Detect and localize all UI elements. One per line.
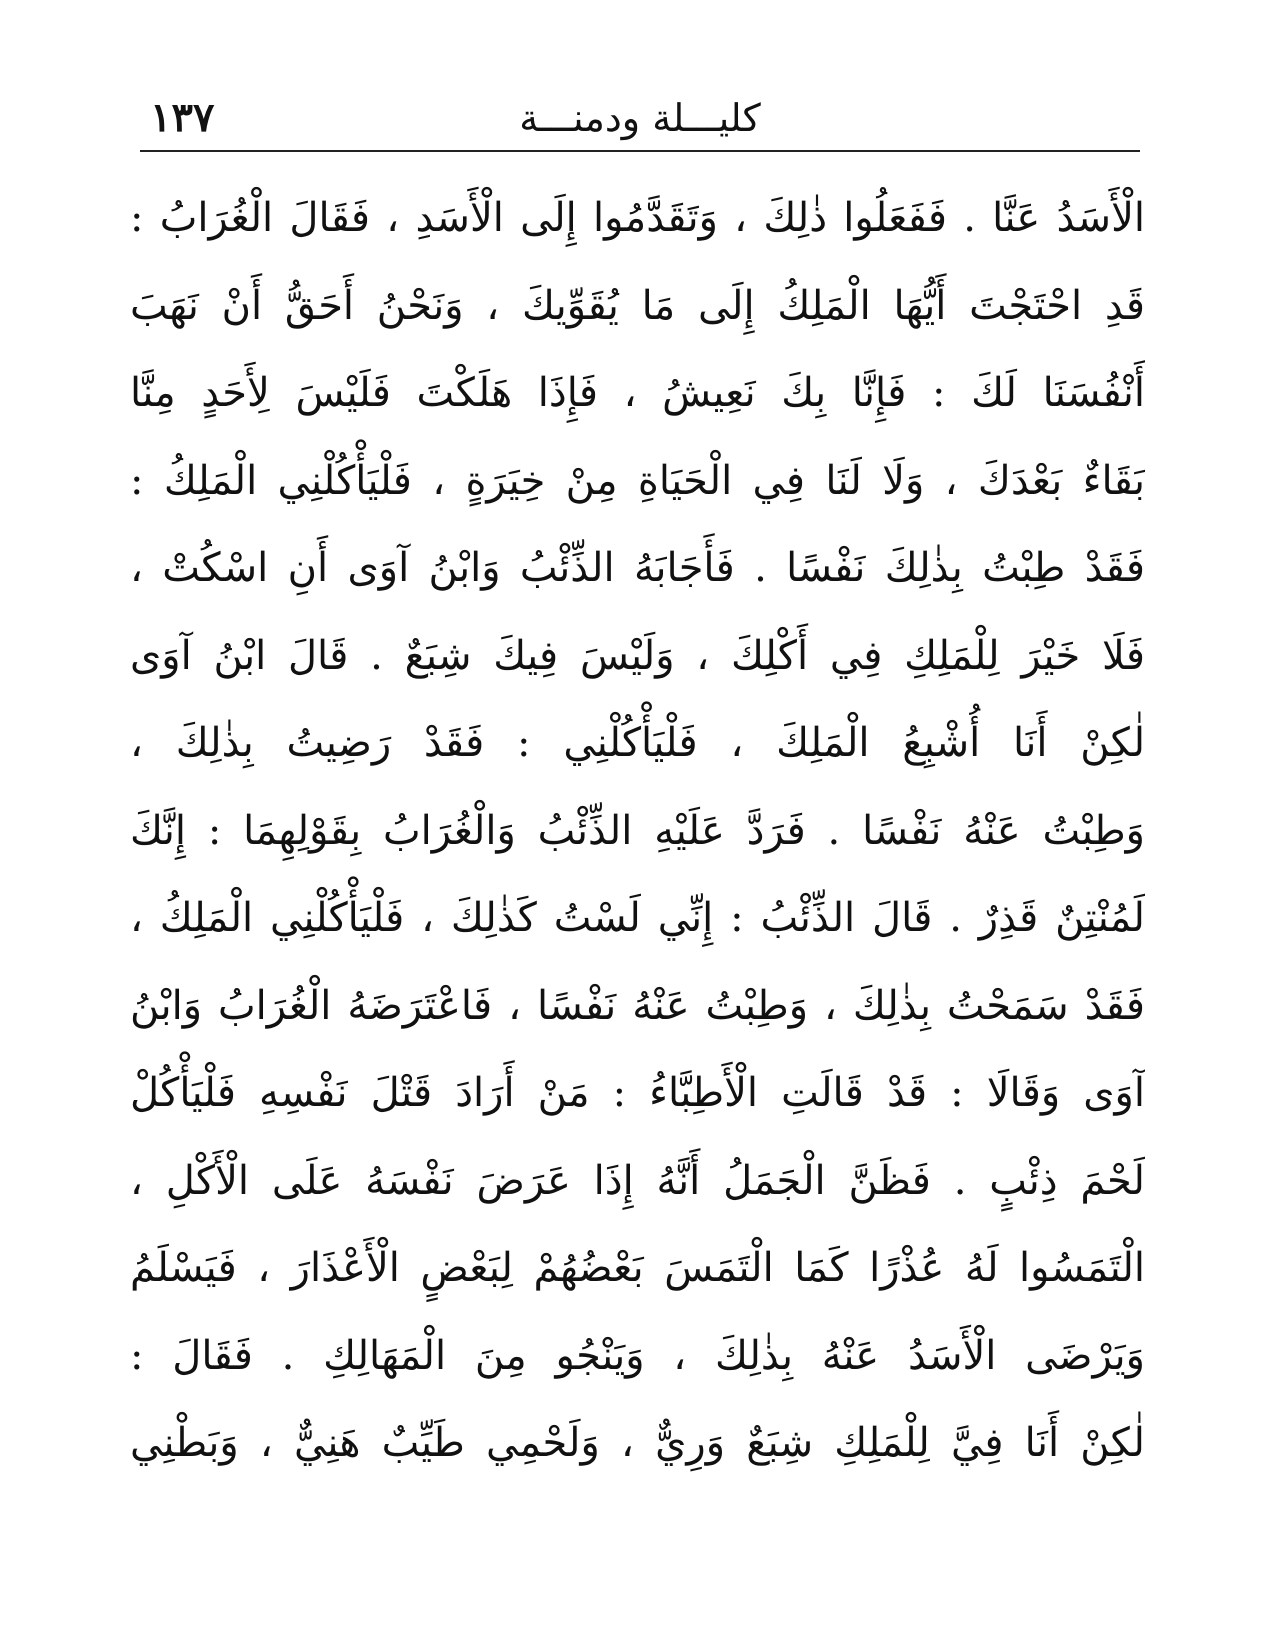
text-line: وَطِبْتُ عَنْهُ نَفْسًا . فَرَدَّ عَلَيْهِ الذِّئْبُ وَالْغُرَابُ بِقَوْلِهِمَا : إِنَّكَ [130,807,1145,854]
text-line: لٰكِنْ أَنَا فِيَّ لِلْمَلِكِ شِبَعٌ وَرِيٌّ ، وَلَحْمِي طَيِّبٌ هَنِيٌّ ، وَبَطْنِي [130,1420,1145,1466]
running-title: كليـــلة ودمنـــة [519,96,761,140]
body-text [130,175,1145,1488]
text-line: أَنْفُسَنَا لَكَ : فَإِنَّا بِكَ نَعِيشُ ، فَإِذَا هَلَكْتَ فَلَيْسَ لِأَحَدٍ مِنَّا [130,370,1145,416]
page-header [140,88,1140,148]
text-line: لَمُنْتِنٌ قَذِرٌ . قَالَ الذِّئْبُ : إِنِّي لَسْتُ كَذٰلِكَ ، فَلْيَأْكُلْنِي الْمَلِكُ ، [130,895,1145,941]
text-line: لَحْمَ ذِئْبٍ . فَظَنَّ الْجَمَلُ أَنَّهُ إِذَا عَرَضَ نَفْسَهُ عَلَى الْأَكْلِ ، [130,1157,1145,1204]
text-line: قَدِ احْتَجْتَ أَيُّهَا الْمَلِكُ إِلَى مَا يُقَوِّيكَ ، وَنَحْنُ أَحَقُّ أَنْ نَهَبَ [130,282,1145,329]
page-number: ١٣٧ [150,94,215,141]
text-line: الْتَمَسُوا لَهُ عُذْرًا كَمَا الْتَمَسَ بَعْضُهُمْ لِبَعْضٍ الْأَعْذَارَ ، فَيَسْلَمُ [130,1245,1145,1291]
text-line: لٰكِنْ أَنَا أُشْبِعُ الْمَلِكَ ، فَلْيَأْكُلْنِي : فَقَدْ رَضِيتُ بِذٰلِكَ ، [130,720,1145,766]
header-rule [140,150,1140,152]
text-line: وَيَرْضَى الْأَسَدُ عَنْهُ بِذٰلِكَ ، وَيَنْجُو مِنَ الْمَهَالِكِ . فَقَالَ : [130,1332,1145,1379]
text-line: فَلَا خَيْرَ لِلْمَلِكِ فِي أَكْلِكَ ، وَلَيْسَ فِيكَ شِبَعٌ . قَالَ ابْنُ آوَى [130,632,1145,679]
text-line: بَقَاءٌ بَعْدَكَ ، وَلَا لَنَا فِي الْحَيَاةِ مِنْ خِيَرَةٍ ، فَلْيَأْكُلْنِي الْمَلِكُ : [130,457,1145,504]
text-line: فَقَدْ طِبْتُ بِذٰلِكَ نَفْسًا . فَأَجَابَهُ الذِّئْبُ وَابْنُ آوَى أَنِ اسْكُتْ ، [130,545,1145,591]
text-line: الْأَسَدُ عَنَّا . فَفَعَلُوا ذٰلِكَ ، وَتَقَدَّمُوا إِلَى الْأَسَدِ ، فَقَالَ الْغُرَابُ : [130,195,1145,241]
text-line: فَقَدْ سَمَحْتُ بِذٰلِكَ ، وَطِبْتُ عَنْهُ نَفْسًا ، فَاعْتَرَضَهُ الْغُرَابُ وَابْنُ [130,982,1145,1029]
text-line: آوَى وَقَالَا : قَدْ قَالَتِ الْأَطِبَّاءُ : مَنْ أَرَادَ قَتْلَ نَفْسِهِ فَلْيَأْكُلْ [130,1070,1145,1116]
